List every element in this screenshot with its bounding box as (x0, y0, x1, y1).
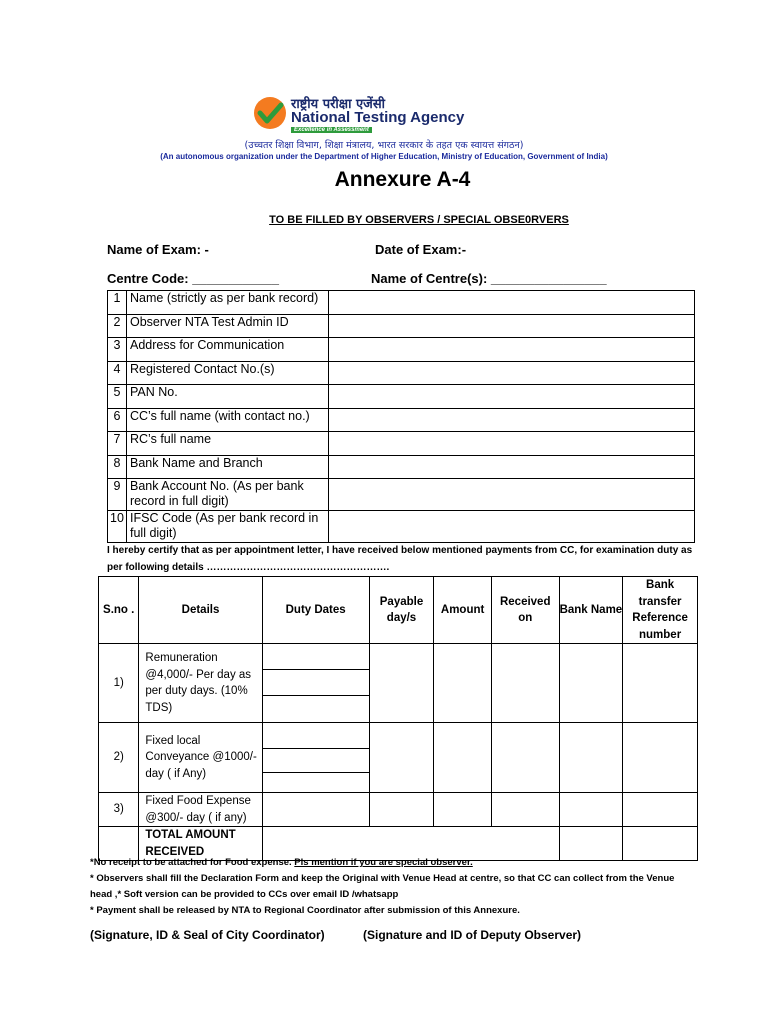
duty-date-cell[interactable] (262, 670, 369, 696)
header-bank-ref: Bank transfer Reference number (623, 577, 698, 644)
table-row (108, 291, 695, 315)
header-received-on: Received on (491, 577, 559, 644)
value-cell[interactable] (329, 408, 695, 432)
note-1-text: *No receipt to be attached for Food expense. (90, 857, 295, 868)
row-sno: 3) (99, 793, 139, 827)
row-label: CC’s full name (with contact no.) (127, 408, 329, 432)
table-row (99, 723, 698, 749)
value-cell[interactable] (329, 385, 695, 409)
org-subtitle-hindi: (उच्चतर शिक्षा विभाग, शिक्षा मंत्रालय, भारत सरकार के तहत एक स्वायत्त संगठन) (244, 140, 524, 151)
org-subtitle-english: (An autonomous organization under the Department of Higher Education, Ministry of Education, Government of India) (160, 152, 608, 161)
org-name-hindi: राष्ट्रीय परीक्षा एजेंसी (291, 97, 385, 112)
value-cell[interactable] (329, 511, 695, 543)
row-sno: 2) (99, 723, 139, 793)
payable-days-cell[interactable] (369, 723, 434, 793)
table-row (99, 793, 698, 827)
payable-days-cell[interactable] (369, 644, 434, 723)
received-on-cell[interactable] (491, 644, 559, 723)
name-of-centre-field: Name of Centre(s): ________________ (371, 271, 607, 286)
bank-name-cell[interactable] (559, 723, 623, 793)
payable-days-cell[interactable] (369, 793, 434, 827)
row-number: 4 (108, 361, 127, 385)
duty-date-cell[interactable] (262, 793, 369, 827)
signature-city-coordinator: (Signature, ID & Seal of City Coordinator) (90, 928, 325, 942)
bank-ref-cell[interactable] (623, 644, 698, 723)
row-number: 8 (108, 455, 127, 479)
value-cell[interactable] (329, 338, 695, 362)
duty-date-cell[interactable] (262, 723, 369, 749)
row-number: 6 (108, 408, 127, 432)
bank-name-cell[interactable] (559, 644, 623, 723)
bank-ref-cell[interactable] (623, 793, 698, 827)
table-header-row (99, 577, 698, 644)
value-cell[interactable] (329, 314, 695, 338)
row-number: 10 (108, 511, 127, 543)
table-row (108, 479, 695, 511)
duty-date-cell[interactable] (262, 749, 369, 773)
notes-block (90, 855, 690, 919)
amount-cell[interactable] (434, 793, 492, 827)
duty-date-cell[interactable] (262, 644, 369, 670)
amount-cell[interactable] (434, 644, 492, 723)
row-number: 7 (108, 432, 127, 456)
header-sno: S.no . (99, 577, 139, 644)
table-row (108, 455, 695, 479)
table-row (108, 511, 695, 543)
row-label: Name (strictly as per bank record) (127, 291, 329, 315)
total-label: TOTAL AMOUNT RECEIVED (139, 827, 262, 861)
row-details: Remuneration @4,000/- Per day as per duty days. (10% TDS) (139, 644, 262, 723)
signature-deputy-observer: (Signature and ID of Deputy Observer) (363, 928, 582, 942)
row-label: Bank Name and Branch (127, 455, 329, 479)
table-row (108, 432, 695, 456)
row-number: 5 (108, 385, 127, 409)
name-of-exam-field: Name of Exam: - (107, 242, 209, 257)
table-row (108, 408, 695, 432)
nta-logo-icon (253, 96, 287, 130)
row-label: Bank Account No. (As per bank record in full digit) (127, 479, 329, 511)
row-label: Address for Communication (127, 338, 329, 362)
note-3: * Payment shall be released by NTA to Regional Coordinator after submission of this Annexure. (90, 905, 520, 916)
value-cell[interactable] (329, 455, 695, 479)
bank-ref-cell[interactable] (623, 723, 698, 793)
table-row (108, 314, 695, 338)
header-bank-name: Bank Name (559, 577, 623, 644)
row-details: Fixed Food Expense @300/- day ( if any) (139, 793, 262, 827)
note-1-emphasis: Pls mention if you are special observer. (294, 857, 473, 868)
row-sno: 1) (99, 644, 139, 723)
certification-text: I hereby certify that as per appointment letter, I have received below mentioned payments from CC, for examination duty as per following details ………………………………………………. (107, 545, 693, 573)
org-tagline: Excellence in Assessment (291, 127, 372, 133)
date-of-exam-field: Date of Exam:- (375, 242, 467, 257)
row-details: Fixed local Conveyance @1000/- day ( if Any) (139, 723, 262, 793)
nta-logo (253, 94, 513, 138)
document-subtitle: TO BE FILLED BY OBSERVERS / SPECIAL OBSE0RVERS (269, 214, 569, 226)
observer-info-table (107, 290, 695, 543)
row-number: 9 (108, 479, 127, 511)
table-row (108, 338, 695, 362)
duty-date-cell[interactable] (262, 696, 369, 723)
row-number: 2 (108, 314, 127, 338)
value-cell[interactable] (329, 432, 695, 456)
row-label: RC’s full name (127, 432, 329, 456)
org-name-english: National Testing Agency (291, 109, 465, 126)
received-on-cell[interactable] (491, 723, 559, 793)
row-label: Registered Contact No.(s) (127, 361, 329, 385)
table-row (99, 644, 698, 670)
document-title: Annexure A-4 (334, 168, 471, 191)
note-2: * Observers shall fill the Declaration Form and keep the Original with Venue Head at centre, so that CC can collect from the Venue head ,* Soft version can be provided to CCs over email ID /whatsapp (90, 873, 675, 900)
row-label: Observer NTA Test Admin ID (127, 314, 329, 338)
payment-table (98, 576, 698, 861)
header-duty-dates: Duty Dates (262, 577, 369, 644)
note-1 (90, 855, 690, 871)
table-row (108, 385, 695, 409)
value-cell[interactable] (329, 479, 695, 511)
header-payable-days: Payable day/s (369, 577, 434, 644)
value-cell[interactable] (329, 291, 695, 315)
row-number: 1 (108, 291, 127, 315)
row-number: 3 (108, 338, 127, 362)
duty-date-cell[interactable] (262, 773, 369, 793)
row-label: PAN No. (127, 385, 329, 409)
header-amount: Amount (434, 577, 492, 644)
centre-code-field: Centre Code: ____________ (107, 271, 279, 286)
table-row (108, 361, 695, 385)
bank-name-cell[interactable] (559, 793, 623, 827)
amount-cell[interactable] (434, 723, 492, 793)
received-on-cell[interactable] (491, 793, 559, 827)
row-label: IFSC Code (As per bank record in full digit) (127, 511, 329, 543)
header-details: Details (139, 577, 262, 644)
value-cell[interactable] (329, 361, 695, 385)
